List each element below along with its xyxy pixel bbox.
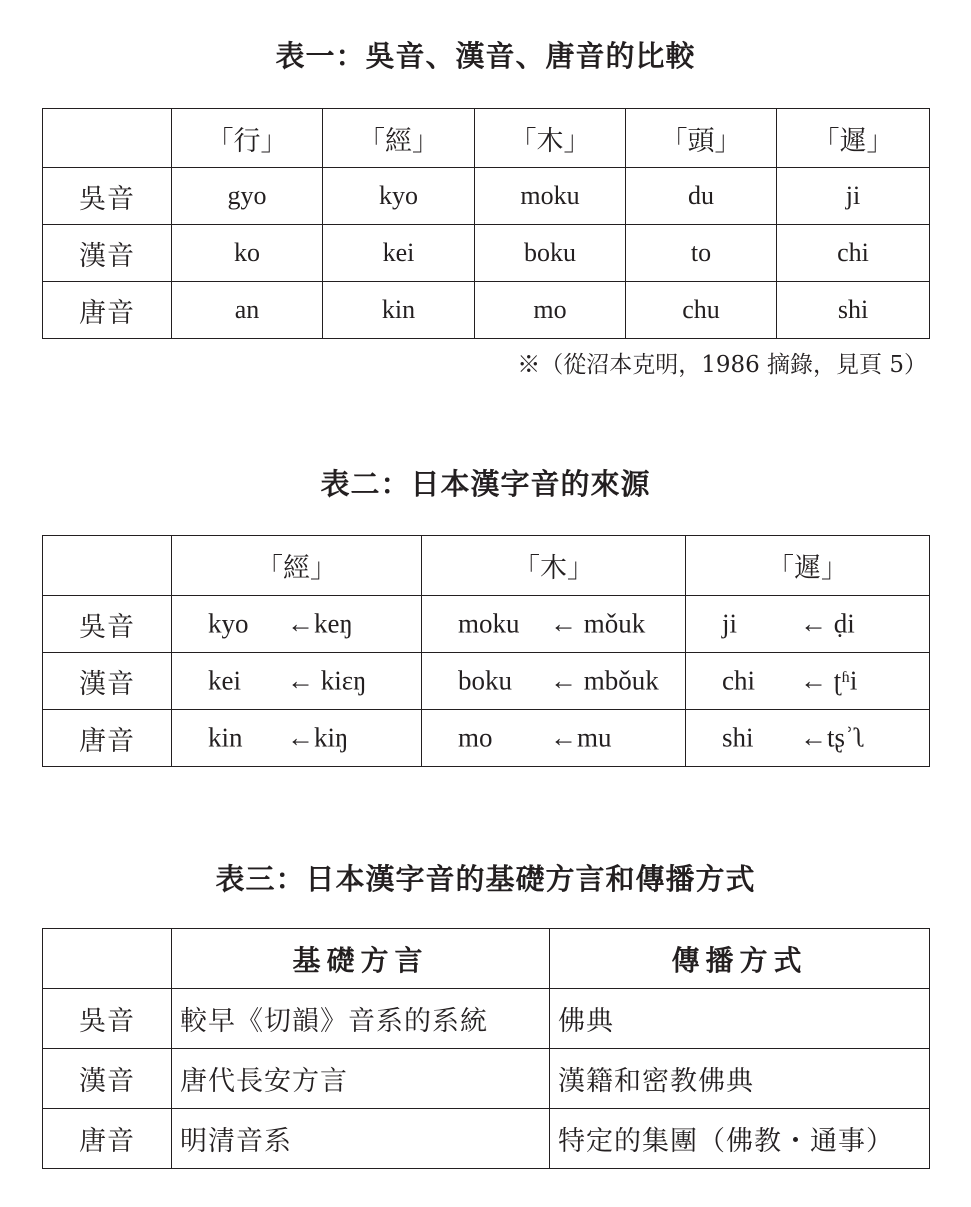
table-cell: 漢籍和密教佛典 — [550, 1049, 930, 1109]
table1-source-note: ※（從沼本克明，1986 摘錄，見頁 5） — [517, 352, 927, 378]
source-pronunciation: ← kiɛŋ — [287, 665, 367, 696]
table-cell: boku — [475, 225, 626, 282]
table-row — [43, 989, 930, 1049]
japanese-reading: boku — [458, 665, 512, 696]
table-cell: kyo — [323, 168, 475, 225]
table-row — [43, 1049, 930, 1109]
table-cell: to — [626, 225, 777, 282]
table-cell — [172, 596, 422, 653]
table2-title: 表二：日本漢字音的來源 — [320, 467, 651, 501]
table-row — [43, 282, 930, 339]
japanese-reading: kyo — [208, 608, 249, 639]
table2-corner — [43, 536, 172, 596]
table-cell: an — [172, 282, 323, 339]
table1 — [42, 108, 930, 339]
table-row — [43, 1109, 930, 1169]
row-label: 吳音 — [43, 989, 172, 1049]
source-pronunciation: ←kiŋ — [287, 722, 349, 753]
table-cell — [686, 596, 930, 653]
source-pronunciation: ←keŋ — [287, 608, 353, 639]
table1-col-header: 「經」 — [323, 109, 475, 168]
table-cell: gyo — [172, 168, 323, 225]
table3-corner — [43, 929, 172, 989]
source-pronunciation: ←mu — [550, 722, 612, 753]
japanese-reading: ji — [722, 608, 738, 639]
table-row — [43, 596, 930, 653]
table-cell: 特定的集團（佛教・通事） — [550, 1109, 930, 1169]
table1-col-header: 「行」 — [172, 109, 323, 168]
row-label: 漢音 — [43, 1049, 172, 1109]
table-cell — [686, 653, 930, 710]
table3-title: 表三：日本漢字音的基礎方言和傳播方式 — [215, 862, 756, 896]
source-pronunciation: ←tʂʾʅ — [800, 722, 866, 753]
japanese-reading: kei — [208, 665, 241, 696]
table1-col-header: 「木」 — [475, 109, 626, 168]
table-cell — [422, 710, 686, 767]
table-cell — [172, 653, 422, 710]
table-row — [43, 710, 930, 767]
table-cell: 明清音系 — [172, 1109, 550, 1169]
japanese-reading: shi — [722, 722, 754, 753]
table-cell — [172, 710, 422, 767]
table-cell: shi — [777, 282, 930, 339]
row-label: 吳音 — [43, 168, 172, 225]
table2-col-header: 「遲」 — [686, 536, 930, 596]
table-cell: chi — [777, 225, 930, 282]
table2-col-header: 「木」 — [422, 536, 686, 596]
table-cell: kei — [323, 225, 475, 282]
table-cell — [422, 653, 686, 710]
table2 — [42, 535, 930, 767]
table-cell — [686, 710, 930, 767]
table2-header-row — [43, 536, 930, 596]
table-cell: du — [626, 168, 777, 225]
table-cell: 佛典 — [550, 989, 930, 1049]
table1-title: 表一：吳音、漢音、唐音的比較 — [275, 39, 696, 73]
row-label: 漢音 — [43, 653, 172, 710]
table-cell: 唐代長安方言 — [172, 1049, 550, 1109]
table3-col-header: 傳播方式 — [550, 929, 930, 989]
table2-col-header: 「經」 — [172, 536, 422, 596]
source-pronunciation: ← ḍi — [800, 608, 855, 639]
table-row — [43, 225, 930, 282]
table1-col-header: 「頭」 — [626, 109, 777, 168]
table-cell: kin — [323, 282, 475, 339]
table-cell: mo — [475, 282, 626, 339]
row-label: 唐音 — [43, 710, 172, 767]
table-cell: 較早《切韻》音系的系統 — [172, 989, 550, 1049]
table3-header-row — [43, 929, 930, 989]
table3-col-header: 基礎方言 — [172, 929, 550, 989]
japanese-reading: kin — [208, 722, 243, 753]
japanese-reading: moku — [458, 608, 520, 639]
table3 — [42, 928, 930, 1169]
table-cell: ko — [172, 225, 323, 282]
table-cell — [422, 596, 686, 653]
row-label: 唐音 — [43, 282, 172, 339]
table-cell: moku — [475, 168, 626, 225]
japanese-reading: chi — [722, 665, 755, 696]
table-cell: chu — [626, 282, 777, 339]
table1-col-header: 「遲」 — [777, 109, 930, 168]
table1-header-row — [43, 109, 930, 168]
row-label: 漢音 — [43, 225, 172, 282]
row-label: 吳音 — [43, 596, 172, 653]
source-pronunciation: ← mǒuk — [550, 608, 646, 639]
table-row — [43, 653, 930, 710]
row-label: 唐音 — [43, 1109, 172, 1169]
table1-corner — [43, 109, 172, 168]
japanese-reading: mo — [458, 722, 493, 753]
source-pronunciation: ← ʈʱi — [800, 665, 858, 696]
table-cell: ji — [777, 168, 930, 225]
source-pronunciation: ← mbǒuk — [550, 665, 659, 696]
table-row — [43, 168, 930, 225]
